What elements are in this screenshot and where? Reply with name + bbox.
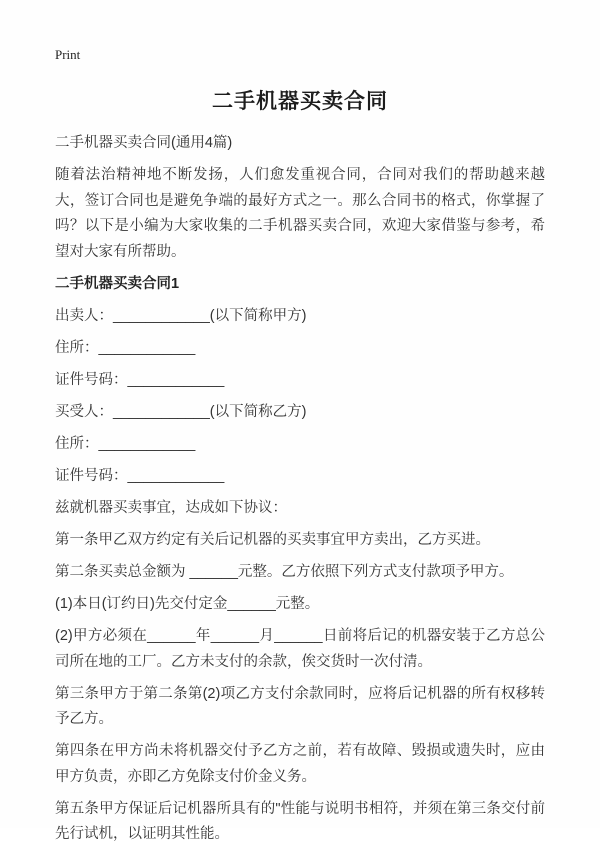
- paragraph: (2)甲方必须在______年______月______日前将后记的机器安装于乙方总公司所在地的工厂。乙方未支付的余款，俟交货时一次付清。: [55, 628, 545, 670]
- section-heading: 二手机器买卖合同1: [55, 276, 180, 292]
- page-title: 二手机器买卖合同: [212, 90, 388, 113]
- paragraph: 第一条甲乙双方约定有关后记机器的买卖事宜甲方卖出，乙方买进。: [55, 532, 490, 548]
- paragraph: 兹就机器买卖事宜，达成如下协议：: [55, 500, 287, 516]
- paragraph: 第三条甲方于第二条第(2)项乙方支付余款同时，应将后记机器的所有权移转予乙方。: [55, 685, 545, 727]
- paragraph: 出卖人：____________(以下简称甲方): [55, 308, 307, 324]
- print-link[interactable]: Print: [55, 47, 81, 62]
- paragraph: 住所：____________: [55, 436, 196, 452]
- paragraph: 证件号码：____________: [55, 372, 225, 388]
- paragraph: 第五条甲方保证后记机器所具有的"性能与说明书相符，并须在第三条交付前先行试机，以证明其性能。: [55, 800, 545, 842]
- document-subtitle: 二手机器买卖合同(通用4篇): [55, 135, 233, 151]
- paragraph: 证件号码：____________: [55, 468, 225, 484]
- paragraph: (1)本日(订约日)先交付定金______元整。: [55, 596, 320, 612]
- intro-paragraph: 随着法治精神地不断发扬，人们愈发重视合同，合同对我们的帮助越来越大，签订合同也是避免争端的最好方式之一。那么合同书的格式，你掌握了吗？以下是小编为大家收集的二手机器买卖合同，欢迎大家借鉴与参考，希望对大家有所帮助。: [55, 167, 545, 260]
- contract-body: [55, 304, 545, 848]
- paragraph: 第四条在甲方尚未将机器交付予乙方之前，若有故障、毁损或遗失时，应由甲方负责，亦即乙方免除支付价金义务。: [55, 743, 545, 785]
- paragraph: 住所：____________: [55, 340, 196, 356]
- paragraph: 第二条买卖总金额为 ______元整。乙方依照下列方式支付款项予甲方。: [55, 564, 514, 580]
- paragraph: 买受人：____________(以下简称乙方): [55, 404, 307, 420]
